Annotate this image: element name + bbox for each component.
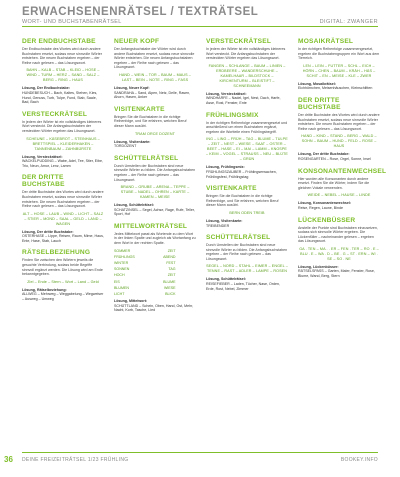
column-1 bbox=[22, 38, 104, 308]
puzzle-words: ALT – HOSE – LAUB – WIND – LICHT – SALZ – STIER – MOND – SAAL – GELD – LAND – WAGEN bbox=[22, 211, 104, 226]
puzzle-words: TRAM ORCE DOZENT bbox=[135, 131, 175, 136]
answer-text: RÄTSELSPASS – Garten, Maler, Fenster, Rose, Blume, Wand, Berg, Stern bbox=[298, 269, 375, 279]
answer-block bbox=[22, 288, 104, 302]
answer-block bbox=[298, 152, 380, 161]
puzzle-words: SEGEL – NORD – STAHL – EIMER – ENGEL – TENNE – RAST – ADLER – LAMPE – ROSEN bbox=[206, 264, 288, 274]
puzzle-section bbox=[114, 223, 196, 313]
puzzle-words: BRAND – GRUBE – ARENA – TEPPE – STUBE – NADEL – OHREN – KARTE – KAMEN – MEISE bbox=[120, 185, 190, 200]
answer-block bbox=[22, 86, 104, 104]
answer-label: Lösung, Lückenbüsser: bbox=[298, 264, 339, 269]
pair-right-word: WIESE bbox=[163, 285, 176, 290]
section-title: MITTELWORTRÄTSEL bbox=[114, 222, 188, 230]
section-title: VISITENKARTE bbox=[206, 185, 257, 193]
answer-label: Lösung, Schüttelrätsel: bbox=[114, 203, 154, 208]
section-instructions: Der dritte Buchstabe des Wortes wird durch andere Buchstaben ersetzt, sodass neue sinnvolle Wörter entstehen. Die neuen Buchstaben ergeben – der Reihe nach gelesen – das Lösungswort. bbox=[298, 112, 380, 131]
pair-left-word: WINTER bbox=[114, 261, 129, 266]
answer-text: REISEFIEBER – Laden, Tücher, Nase, Orden, Erde, Rost, Nebel, Zimmer bbox=[206, 282, 281, 291]
answer-block bbox=[114, 86, 196, 100]
section-instructions: Bringen Sie die Buchstaben in die richtige Reihenfolge, und Sie erfahren, welchen Beruf dieser Mann ausübt. bbox=[114, 114, 187, 128]
answer-text: SANDRAHA – Sand, Alpen, Netz, Delle, Rasen, Ahorn, Hasen, Anker bbox=[114, 90, 191, 100]
answer-label: Lösung, Mosaikrätsel: bbox=[298, 81, 336, 86]
column-4 bbox=[298, 38, 387, 285]
page-header bbox=[22, 6, 378, 25]
puzzle-section bbox=[22, 174, 104, 243]
puzzle-words: BERN ODEN TREIB bbox=[229, 210, 265, 215]
page-number: 36 bbox=[4, 455, 13, 464]
answer-text: FRÜHLINGSZAUBER – Frühlingserwachen, Frühlingsfest, Frühlingstag bbox=[206, 169, 277, 179]
section-title: NEUER KOPF bbox=[114, 38, 160, 45]
answer-text: ALLWEG – Mehrweg – Weggabelung – Wegweiser – Ausweg – Umweg bbox=[22, 292, 104, 302]
answer-text: TORDOZENT bbox=[114, 144, 137, 149]
answer-block bbox=[206, 277, 288, 291]
section-instructions: Jedes Mittelwort passt als Wortende zu dem Wort in der linken Spalte und zugleich als Wortanfang zu dem Wort in der rechten Spalte. bbox=[114, 231, 196, 246]
pair-right-word: FEST bbox=[166, 261, 176, 266]
puzzle-words: WEIDE – NEBEL – HAUSE – LINDE bbox=[307, 193, 371, 198]
answer-text: SCHÜTTLAND – Schein, Oben, Hand, Ost, Mehr, Nacht, Korb, Tasche, Lied bbox=[114, 303, 194, 313]
section-title: VISITENKARTE bbox=[114, 105, 165, 113]
puzzle-words: FANGEN – SCHLANGE – BAUM – LINIEN – ERDBEERE – WANDERSCHUHE – KAMELHAAR – BILDSTOCK – KIRCHENTURM – BLEISTIFT – SCHNEEMANN bbox=[208, 63, 286, 88]
footer-left: DEINE FREIZEITRÄTSEL 1/23 FRÜHLING bbox=[22, 457, 129, 463]
puzzle-words: GA . TEN – MA . . ER – FEN . TER – RO . E – BLU . E – WA . D – BE . G – ST . ERN – WI . SE – SO . NE bbox=[299, 246, 379, 261]
section-title: FRÜHLINGSMIX bbox=[206, 111, 259, 119]
answer-label: Lösung, Visitenkarte: bbox=[114, 139, 151, 144]
section-instructions: Der Anfangsbuchstabe der Wörter wird durch andere Buchstaben ersetzt, sodass neue sinnvolle Wörter entstehen. Die neuen Anfangsbuchstaben ergeben – der Reihe nach gelesen – das Lösungswort. bbox=[114, 47, 195, 70]
puzzle-section bbox=[22, 249, 104, 301]
pair-right-word: BLICK bbox=[165, 292, 176, 297]
pair-right-word: TAG bbox=[168, 267, 176, 272]
puzzle-section bbox=[114, 155, 196, 217]
pair-right-word: ZEIT bbox=[167, 273, 176, 278]
answer-block bbox=[22, 230, 104, 244]
section-title: DER DRITTE BUCHSTABE bbox=[298, 96, 341, 111]
answer-text: Eichhörnchen, Meisenhäuschen, Kleinschlitten bbox=[298, 86, 373, 91]
answer-label: Lösung, Neuer Kopf: bbox=[114, 85, 150, 90]
section-instructions: Durch Umstellen der Buchstaben sind neue sinnvolle Wörter zu bilden. Die Anfangsbuchstaben ergeben – der Reihe nach gelesen – das Lösungswort. bbox=[206, 243, 288, 261]
puzzle-section bbox=[114, 38, 196, 100]
answer-block bbox=[298, 82, 380, 91]
pair-left-word: EIS bbox=[114, 279, 120, 284]
puzzle-section bbox=[298, 97, 380, 162]
puzzle-words: LEN – LEIN – FUTTER – SCHL – EICH – HÖRN – CHEN – BAUM – KRÄH – HÄS – SCHIT – EN – MEISE – KLE – ZWER bbox=[302, 63, 376, 78]
answer-block bbox=[22, 155, 104, 169]
section-instructions: Durch Umstellen der Buchstaben sind neue sinnvolle Wörter zu bilden. Die Anfangsbuchstaben ergeben – der Reihe nach gelesen – das Lösungswort. bbox=[114, 163, 196, 182]
answer-label: Lösung, Versteckrätsel: bbox=[22, 154, 63, 159]
header-right-label: DIGITAL: ZWANGER bbox=[319, 19, 378, 25]
puzzle-section bbox=[206, 112, 288, 180]
puzzle-section bbox=[206, 185, 288, 228]
pair-left-word: HOCH bbox=[114, 273, 125, 278]
section-instructions: Bringen Sie die Buchstaben in die richtige Reihenfolge, und Sie erfahren, welchen Beruf dieser Mann ausübt. bbox=[206, 194, 279, 208]
pair-left-word: SOMMER bbox=[114, 248, 131, 253]
pair-right-word: ZEIT bbox=[167, 248, 176, 253]
puzzle-section bbox=[206, 234, 288, 291]
section-title: MOSAIKRÄTSEL bbox=[298, 38, 354, 45]
pair-right-word: ABEND bbox=[163, 254, 176, 259]
page-subtitle: WORT- UND BUCHSTABENRÄTSEL bbox=[22, 19, 122, 25]
puzzle-section bbox=[298, 217, 380, 279]
answer-block bbox=[298, 201, 380, 210]
answer-label: Lösung, Mittelwort: bbox=[114, 299, 148, 304]
puzzle-words: HAND – KIND – STAND – BERG – WALD – SOHN – BAUM – HUND – FELD – ROSE – HAUS bbox=[301, 134, 377, 149]
pair-left-word: LICHT bbox=[114, 292, 125, 297]
answer-block bbox=[206, 165, 288, 179]
section-title: VERSTECKRÄTSEL bbox=[206, 38, 272, 45]
answer-label: Lösung, Schüttelrätsel: bbox=[206, 277, 246, 282]
puzzle-words: BAHN – KALB – STAB – KLEID – HOSE – WIND – TURM – HERZ – SAND – SALZ – BERG – RING – HAUS bbox=[26, 68, 100, 83]
answer-label: Lösung, Rätselbeziehung: bbox=[22, 287, 67, 292]
answer-text: ROSENGARTEN – Rose, Orgel, Sonne, Insel bbox=[298, 156, 371, 161]
section-instructions: In der richtigen Reihenfolge zusammengesetzt, ergeben die Buchstabengruppen ein Wort aus dem Tierreich. bbox=[298, 47, 380, 61]
section-title: KONSONANTENWECHSEL bbox=[298, 167, 387, 175]
puzzle-words: HAND – WEIN – TOR – BAUM – MAUS – LAST – BEIN – NOTE – RING – FASS bbox=[119, 72, 191, 82]
footer-right: BOOKEY.INFO bbox=[340, 457, 378, 463]
section-title: SCHÜTTELRÄTSEL bbox=[114, 154, 179, 162]
section-instructions: Der dritte Buchstabe des Wortes wird durch andere Buchstaben ersetzt, sodass neue sinnvolle Wörter entstehen. Die neuen Buchstaben ergeben – der Reihe nach gelesen – das Lösungswort. bbox=[22, 190, 104, 209]
section-instructions: In der richtigen Reihenfolge zusammengesetzt und anschließend um einen Buchstaben ergänzt, ergeben die Wortteile einen Frühlingsbegriff. bbox=[206, 120, 288, 134]
section-instructions: Der Endbuchstabe des Wortes wird durch andere Buchstaben ersetzt, sodass neue sinnvolle Wörter entstehen. Die neuen Buchstaben ergeben – der Reihe nach gelesen – das Lösungswort. bbox=[22, 47, 102, 65]
page-title: ERWACHSENENRÄTSEL / TEXTRÄTSEL bbox=[22, 6, 259, 18]
answer-label: Lösung, Versteckrätsel: bbox=[206, 91, 247, 96]
word-pairs bbox=[114, 248, 196, 298]
answer-text: HUNDEBESUCH – Bach, Kaltes, Stehen, Kies, Hund, Genuss, Turb, Tulpe, Fund, Stab, Saale, Bad, Bach bbox=[22, 90, 98, 105]
puzzle-words: SCHEUNE – KÄSEBROT – STEINHAUS – BRETTSPIEL – KLEIDERHAKEN – TANNENBAUM – ZAHNBÜRSTE bbox=[26, 136, 100, 151]
pair-left-word: SONNEN bbox=[114, 267, 130, 272]
section-title: DER DRITTE BUCHSTABE bbox=[22, 174, 65, 189]
answer-label: Lösung, Der Endbuchstabe: bbox=[22, 86, 70, 91]
answer-text: Reise, Regen, Laune, Binde bbox=[298, 205, 343, 210]
answer-text: WINDHARFE – Nadel, Igel, Nest, Dach, Harfe, Asse, Rost, Fenster, Ente bbox=[206, 96, 281, 105]
section-title: LÜCKENBÜSSER bbox=[298, 216, 356, 224]
column-2 bbox=[114, 38, 196, 319]
section-instructions: Hier wurden alle Konsonanten durch andere ersetzt. Finden Sie die Wörter, indem Sie die gleichen Vokale verwenden. bbox=[298, 176, 370, 190]
puzzle-section bbox=[298, 167, 387, 211]
puzzle-section bbox=[22, 111, 104, 169]
puzzle-section bbox=[206, 38, 288, 106]
answer-block bbox=[114, 203, 196, 217]
answer-label: Lösung, Der dritte Buchstabe: bbox=[22, 229, 74, 234]
puzzle-words: Ziel – Ende – Stern – Wort – Land – Geld bbox=[27, 279, 99, 284]
section-title: RÄTSELBEZIEHUNG bbox=[22, 249, 91, 257]
answer-block bbox=[114, 299, 196, 313]
answer-text: WACKELPUDDING – Wabe, Adel, Tee, Stier, Eibe, Trio, Neun, Amor, Lenz, Lamm bbox=[22, 159, 103, 168]
word-pairs-left bbox=[114, 248, 153, 298]
pair-right-word: BLUME bbox=[163, 279, 176, 284]
answer-block bbox=[298, 265, 380, 279]
puzzle-section bbox=[22, 38, 104, 105]
answer-text: OSTERHASE – Lippe, Reisen, Raum, Mime, Haus, Ente, Hase, Stab, Lauch bbox=[22, 234, 104, 243]
column-3 bbox=[206, 38, 288, 297]
section-title: VERSTECKRÄTSEL bbox=[22, 110, 88, 118]
section-instructions: Anstelle der Punkte sind Buchstaben einzusetzen, sodass sich sinnvolle Wörter ergeben. Die Lückenfüller – nacheinander gelesen – ergeben das Lösungswort. bbox=[298, 225, 378, 244]
puzzle-words: ING – LING – FRÜH – TAG – BLUME – TULPE – ZEIT – NEST – WIESE – SAAT – OSTER – BEET – HASE – EI – MAI – LAMM – KNOSPE – KEIM – VOGEL – STRAUSS – NEU – BLÜTE – GRÜN bbox=[206, 137, 288, 162]
word-pairs-right bbox=[157, 248, 196, 298]
pair-left-word: BLUMEN bbox=[114, 285, 129, 290]
section-title: DER ENDBUCHSTABE bbox=[22, 38, 96, 45]
answer-block bbox=[206, 219, 288, 228]
section-instructions: In jedem der Wörter ist ein vollständiges kleineres Wort versteckt. Die Anfangsbuchstaben der versteckten Wörter ergeben das Lösungswort. bbox=[22, 119, 102, 133]
pair-left-word: FRÜHLINGS bbox=[114, 254, 135, 259]
puzzle-section bbox=[114, 106, 196, 149]
footer-divider bbox=[22, 452, 378, 453]
answer-block bbox=[206, 92, 288, 106]
section-instructions: Finden Sie zwischen den Wörtern jeweils die gesuchte Verbindung, sodass beide Begriffe sinnvoll ergänzt werden. Die Lösung wird am Ende bekanntgegeben. bbox=[22, 258, 103, 277]
puzzle-section bbox=[298, 38, 380, 91]
section-title: SCHÜTTELRÄTSEL bbox=[206, 234, 271, 242]
answer-label: Lösung, Frühlingsmix: bbox=[206, 165, 245, 170]
section-instructions: In jedem der Wörter ist ein vollständiges kleineres Wort versteckt. Die Anfangsbuchstaben der versteckten Wörter ergeben das Lösungswort. bbox=[206, 47, 286, 61]
header-divider bbox=[22, 26, 378, 27]
answer-label: Lösung, Konsonantenwechsel: bbox=[298, 201, 352, 206]
answer-text: SCHATZINSEL – Segel, Achse, Rage, Rufe, Teller, Sport, Hof bbox=[114, 207, 195, 217]
answer-label: Lösung, Der dritte Buchstabe: bbox=[298, 152, 350, 157]
answer-block bbox=[114, 140, 196, 149]
answer-text: TREIBENDER bbox=[206, 223, 230, 228]
answer-label: Lösung, Visitenkarte: bbox=[206, 218, 243, 223]
